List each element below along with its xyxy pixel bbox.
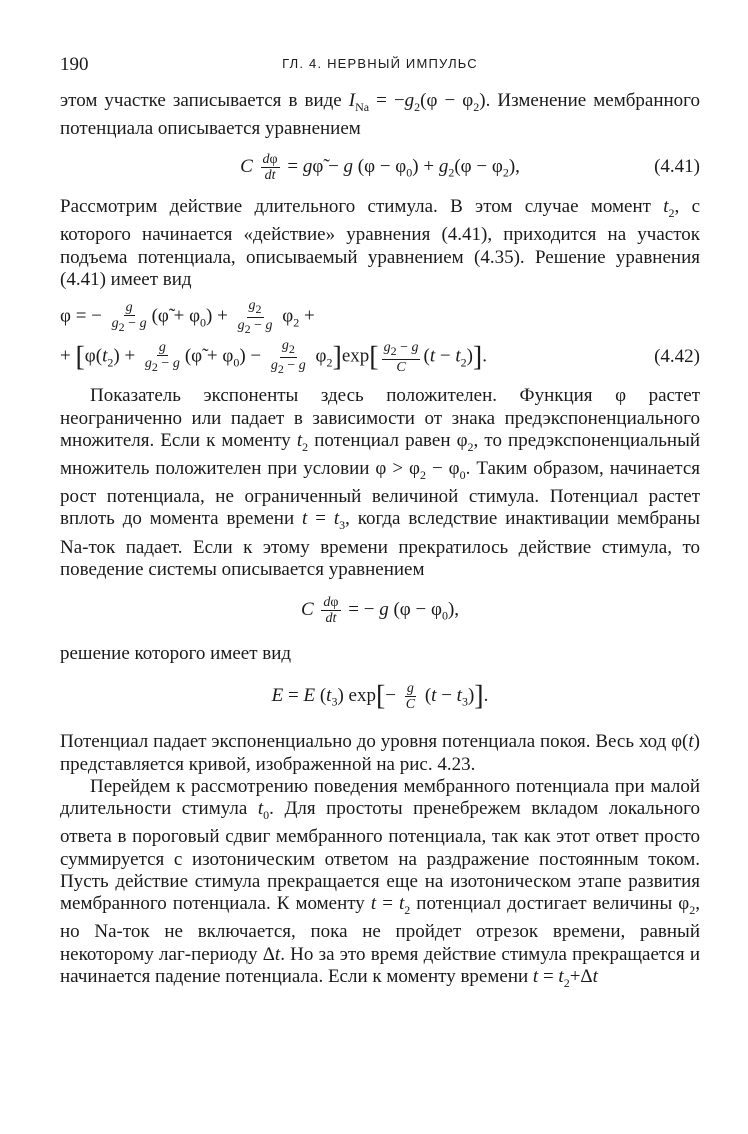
- paragraph-3: Показатель экспоненты здесь положителен. Функция φ растет неограниченно или падает в зависимости от знака предэкспоненциального множителя. Если к моменту $t_2$ потенциал равен $\varphi_2$, то предэкспоненциальный множитель положителен при условии $\varphi > \varphi_2 - \varphi_0$. Таким образом, начинается рост потенциала, не ограниченный величиной стимула. Потенциал растет вплоть до момента времени $t = t_3$, когда вследствие инактивации мембраны Na-ток падает. Если к этому времени прекратилось действие стимула, то поведение системы описывается уравнением: [60, 385, 701, 580]
- equation-number: (4.42): [654, 346, 700, 368]
- page-header: [60, 46, 700, 76]
- page: [60, 46, 700, 994]
- equation-solution: E = E $(t_3)$ exp[− $\frac{g}{C}$ $(t - t_3)$].: [271, 680, 489, 712]
- equation-4-42: φ = − $\frac{g}{g_2 - g}$ (φ̃ + $\varphi_0$) + $\frac{g_2}{g_2 - g}$ $\varphi_2$ + + [$\varphi(t_2)$ + $\frac{g}{g_2 - g}$ (φ̃ + $\varphi_0$) − $\frac{g_2}{g_2 - g}$ $\varphi_2]\exp$[ $\frac{g_2 - g}{C}$ $(t - t_2)$]. (4.42): [60, 298, 700, 376]
- paragraph-6: Перейдем к рассмотрению поведения мембранного потенциала при малой длительности стимула $t_0$. Для простоты пренебрежем вкладом локального ответа в пороговый сдвиг мембранного потенциала, так как этот ответ просто суммируется с изотоническим ответом на раздражение постоянным током. Пусть действие стимула прекращается еще на изотоническом этапе развития мембранного потенциала. К моменту $t = t_2$ потенциал достигает величины $\varphi_2$, но Na-ток не включается, пока не пройдет отрезок времени, равный некоторому лаг-периоду Δt. Но за это время действие стимула прекращается и начинается падение потенциала. Если к моменту времени $t = t_2+\Delta t$: [60, 776, 700, 990]
- page-number: 190: [60, 54, 89, 75]
- paragraph-1: этом участке записывается в виде $I_{Na} = -g_2(\varphi - \varphi_2)$. Изменение мембранного потенциала описывается уравнением: [60, 90, 700, 140]
- equation-decay: C $\frac{d\varphi}{dt}$ = − g $(\varphi - \varphi_0)$,: [300, 594, 460, 626]
- equation-number: (4.41): [654, 156, 700, 178]
- paragraph-4: решение которого имеет вид: [60, 643, 292, 665]
- paragraph-5: Потенциал падает экспоненциально до уровня потенциала покоя. Весь ход φ(t) представляется кривой, изображенной на рис. 4.23.: [60, 731, 700, 775]
- paragraph-2: Рассмотрим действие длительного стимула. В этом случае момент $t_2$, с которого начинается «действие» уравнения (4.41), приходится на участок подъема потенциала, описываемый уравнением (4.35). Решение уравнения (4.41) имеет вид: [60, 196, 700, 291]
- running-head: ГЛ. 4. НЕРВНЫЙ ИМПУЛЬС: [282, 56, 478, 71]
- equation-4-41: C $\frac{d\varphi}{dt}$ = gφ̃ − g $(\varphi - \varphi_0) + g_2(\varphi - \varphi_2)$, (4.41): [240, 151, 700, 183]
